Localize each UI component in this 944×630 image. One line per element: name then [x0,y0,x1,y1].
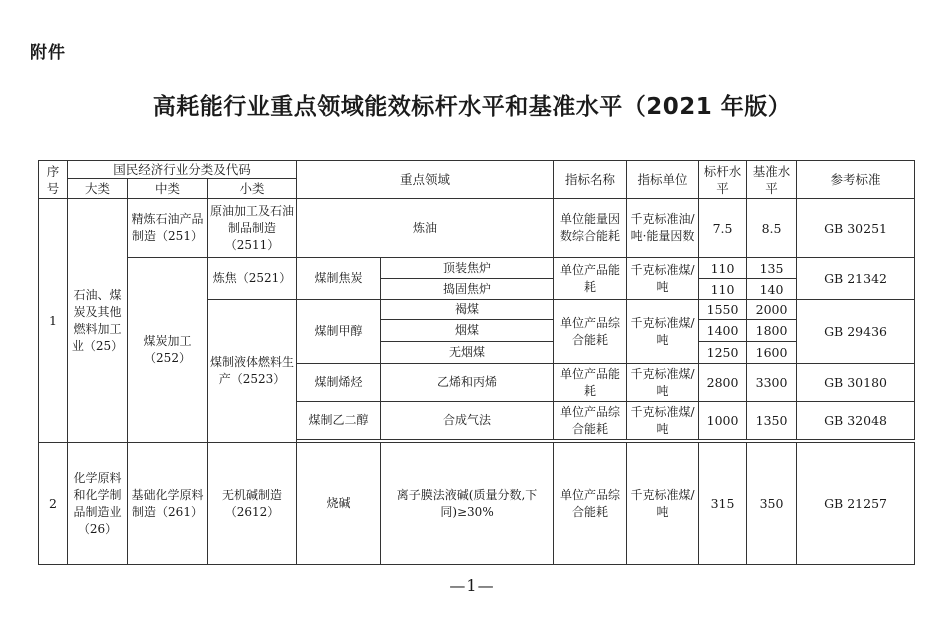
coking-benchmark-rammed: 110 [699,279,747,300]
methanol-benchmark-bituminous: 1400 [699,320,747,342]
header-benchmark: 标杆水平 [699,161,747,199]
group2-seq: 2 [39,443,68,565]
group2-reference: GB 21257 [797,443,915,565]
header-middle-class: 中类 [128,179,208,199]
methanol-benchmark-lignite: 1550 [699,300,747,320]
methanol-benchmark-anthracite: 1250 [699,342,747,364]
methanol-unit: 千克标准煤/吨 [627,300,699,364]
methanol-sub-anthracite: 无烟煤 [381,342,554,364]
olefin-sub: 乙烯和丙烯 [381,364,554,402]
refining-reference: GB 30251 [797,199,915,258]
header-baseline: 基准水平 [747,161,797,199]
glycol-area: 煤制乙二醇 [297,402,381,440]
olefin-baseline: 3300 [747,364,797,402]
glycol-unit: 千克标准煤/吨 [627,402,699,440]
glycol-indicator: 单位产品综合能耗 [554,402,627,440]
coking-minor-class: 炼焦（2521） [208,258,297,300]
glycol-reference: GB 32048 [797,402,915,440]
refining-minor-class: 原油加工及石油制品制造（2511） [208,199,297,258]
annex-label: 附件 [30,43,66,63]
glycol-sub: 合成气法 [381,402,554,440]
methanol-reference: GB 29436 [797,300,915,364]
olefin-indicator: 单位产品能耗 [554,364,627,402]
coking-benchmark-top: 110 [699,258,747,279]
header-indicator-name: 指标名称 [554,161,627,199]
methanol-baseline-bituminous: 1800 [747,320,797,342]
header-major-class: 大类 [68,179,128,199]
coking-indicator: 单位产品能耗 [554,258,627,300]
olefin-reference: GB 30180 [797,364,915,402]
coking-baseline-top: 135 [747,258,797,279]
group2-minor-class: 无机碱制造（2612） [208,443,297,565]
table-row [39,199,915,258]
group2-area: 烧碱 [297,443,381,565]
refining-indicator: 单位能量因数综合能耗 [554,199,627,258]
header-indicator-unit: 指标单位 [627,161,699,199]
group2-middle-class: 基础化学原料制造（261） [128,443,208,565]
group2-major-class: 化学原料和化学制品制造业（26） [68,443,128,565]
methanol-area: 煤制甲醇 [297,300,381,364]
group2-indicator: 单位产品综合能耗 [554,443,627,565]
coking-baseline-rammed: 140 [747,279,797,300]
coking-sub-rammed: 捣固焦炉 [381,279,554,300]
coal-middle-class: 煤炭加工（252） [128,258,208,443]
group2-benchmark: 315 [699,443,747,565]
glycol-baseline: 1350 [747,402,797,440]
group1-seq: 1 [39,199,68,443]
refining-benchmark: 7.5 [699,199,747,258]
olefin-unit: 千克标准煤/吨 [627,364,699,402]
olefin-benchmark: 2800 [699,364,747,402]
group2-sub: 离子膜法液碱(质量分数,下同)≥30% [381,443,554,565]
methanol-baseline-lignite: 2000 [747,300,797,320]
page-title: 高耗能行业重点领域能效标杆水平和基准水平（2021 年版） [152,94,792,120]
group1-major-class: 石油、煤炭及其他燃料加工业（25） [68,199,128,443]
refining-unit: 千克标准油/吨·能量因数 [627,199,699,258]
coking-sub-top: 顶装焦炉 [381,258,554,279]
table-row [39,443,915,565]
header-classification: 国民经济行业分类及代码 [68,161,297,179]
refining-middle-class: 精炼石油产品制造（251） [128,199,208,258]
header-seq: 序号 [39,161,68,199]
refining-baseline: 8.5 [747,199,797,258]
page-number: —1— [449,576,495,595]
header-minor-class: 小类 [208,179,297,199]
olefin-area: 煤制烯烃 [297,364,381,402]
methanol-baseline-anthracite: 1600 [747,342,797,364]
coking-reference: GB 21342 [797,258,915,300]
methanol-indicator: 单位产品综合能耗 [554,300,627,364]
table-row [39,258,915,279]
methanol-sub-lignite: 褐煤 [381,300,554,320]
liquid-fuel-minor-class: 煤制液体燃料生产（2523） [208,300,297,443]
coking-unit: 千克标准煤/吨 [627,258,699,300]
glycol-benchmark: 1000 [699,402,747,440]
group2-baseline: 350 [747,443,797,565]
header-key-area: 重点领域 [297,161,554,199]
group2-unit: 千克标准煤/吨 [627,443,699,565]
refining-area: 炼油 [297,199,554,258]
methanol-sub-bituminous: 烟煤 [381,320,554,342]
header-reference: 参考标准 [797,161,915,199]
energy-efficiency-table [38,160,915,565]
coking-area: 煤制焦炭 [297,258,381,300]
